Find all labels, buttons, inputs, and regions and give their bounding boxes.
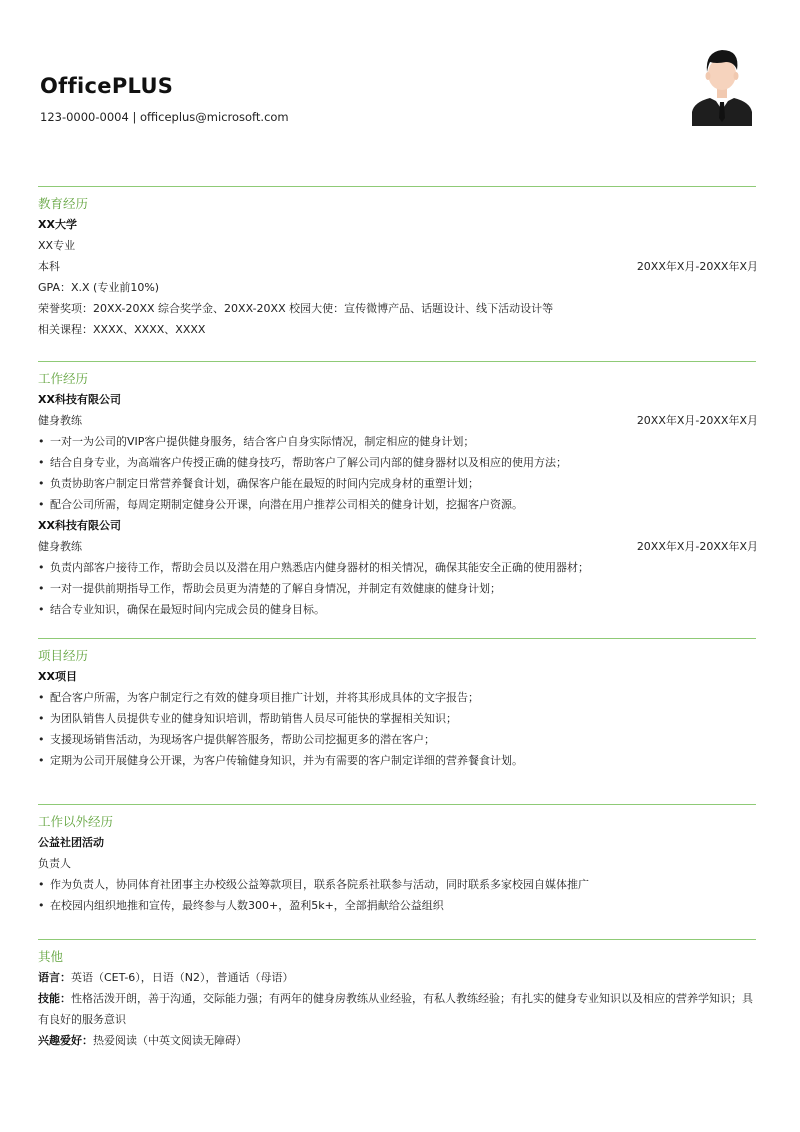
- bullet-text: 一对一提供前期指导工作，帮助会员更为清楚的了解自身情况，并制定有效健康的健身计划；: [50, 582, 501, 595]
- bullet-text: 作为负责人，协同体育社团事主办校级公益筹款项目，联系各院系社联参与活动，同时联系多家校园自媒体推广: [50, 878, 589, 891]
- bullet-icon: •: [38, 712, 45, 725]
- hobbies: [38, 1030, 758, 1051]
- bullet-text: 配合客户所需，为客户制定行之有效的健身项目推广计划，并将其形成具体的文字报告；: [50, 691, 479, 704]
- list-item: [38, 557, 758, 578]
- job-role: 健身教练: [38, 540, 82, 553]
- courses: 相关课程：XXXX、XXXX、XXXX: [38, 323, 206, 336]
- project-name: XX项目: [38, 670, 77, 683]
- skills-label: 技能：: [38, 992, 71, 1005]
- major: XX专业: [38, 239, 76, 252]
- degree: 本科: [38, 260, 60, 273]
- section-divider: [38, 186, 756, 187]
- list-item: [38, 494, 758, 515]
- bullet-icon: •: [38, 456, 45, 469]
- bullet-text: 结合自身专业，为高端客户传授正确的健身技巧，帮助客户了解公司内部的健身器材以及相应的使用方法；: [50, 456, 567, 469]
- hobbies-value: 热爱阅读（中英文阅读无障碍）: [93, 1034, 247, 1047]
- org-name: 公益社团活动: [38, 836, 104, 849]
- bullet-text: 负责内部客户接待工作，帮助会员以及潜在用户熟悉店内健身器材的相关情况，确保其能安全正确的使用器材；: [50, 561, 589, 574]
- org-role: 负责人: [38, 857, 71, 870]
- bullet-text: 一对一为公司的VIP客户提供健身服务，结合客户自身实际情况，制定相应的健身计划；: [50, 435, 475, 448]
- bullet-text: 配合公司所需，每周定期制定健身公开课，向潜在用户推荐公司相关的健身计划，挖掘客户资源。: [50, 498, 523, 511]
- bullet-icon: •: [38, 733, 45, 746]
- company-name: XX科技有限公司: [38, 519, 121, 532]
- bullet-icon: •: [38, 582, 45, 595]
- education-section: [38, 186, 758, 340]
- list-item: [38, 431, 758, 452]
- job-date: 20XX年X月-20XX年X月: [636, 414, 758, 427]
- bullet-icon: •: [38, 899, 45, 912]
- section-title-extra: 工作以外经历: [38, 814, 114, 829]
- section-title-education: 教育经历: [38, 196, 89, 211]
- bullet-text: 为团队销售人员提供专业的健身知识培训，帮助销售人员尽可能快的掌握相关知识；: [50, 712, 457, 725]
- list-item: [38, 452, 758, 473]
- job-date: 20XX年X月-20XX年X月: [636, 540, 758, 553]
- education-date: 20XX年X月-20XX年X月: [636, 260, 758, 273]
- list-item: [38, 687, 758, 708]
- bullet-icon: •: [38, 561, 45, 574]
- bullet-text: 定期为公司开展健身公开课，为客户传输健身知识，并为有需要的客户制定详细的营养餐食计划。: [50, 754, 523, 767]
- languages-value: 英语（CET-6），日语（N2），普通话（母语）: [71, 971, 294, 984]
- candidate-name: OfficePLUS: [40, 74, 174, 98]
- languages: [38, 967, 758, 988]
- list-item: [38, 708, 758, 729]
- skills-value: 性格活泼开朗，善于沟通，交际能力强；有两年的健身房教练从业经验，有私人教练经验；有扎实的健身专业知识以及相应的营养学知识；具有良好的服务意识: [38, 992, 753, 1026]
- projects-section: [38, 638, 758, 771]
- list-item: [38, 874, 758, 895]
- section-divider: [38, 804, 756, 805]
- list-item: [38, 578, 758, 599]
- company-name: XX科技有限公司: [38, 393, 121, 406]
- work-section: [38, 361, 758, 620]
- bullet-icon: •: [38, 691, 45, 704]
- degree-row: [38, 256, 758, 277]
- section-title-other: 其他: [38, 949, 64, 964]
- bullet-icon: •: [38, 603, 45, 616]
- bullet-text: 负责协助客户制定日常营养餐食计划，确保客户能在最短的时间内完成身材的重塑计划；: [50, 477, 479, 490]
- role-row: [38, 536, 758, 557]
- section-divider: [38, 361, 756, 362]
- bullet-icon: •: [38, 878, 45, 891]
- languages-label: 语言：: [38, 971, 71, 984]
- bullet-text: 在校园内组织地推和宣传，最终参与人数300+，盈利5k+，全部捐献给公益组织: [50, 899, 444, 912]
- other-section: [38, 939, 758, 1051]
- list-item: [38, 895, 758, 916]
- school-name: XX大学: [38, 218, 77, 231]
- bullet-icon: •: [38, 498, 45, 511]
- section-divider: [38, 939, 756, 940]
- list-item: [38, 750, 758, 771]
- section-title-projects: 项目经历: [38, 648, 89, 663]
- list-item: [38, 729, 758, 750]
- honors: 荣誉奖项：20XX-20XX 综合奖学金、20XX-20XX 校园大使：宣传微博产品、话题设计、线下活动设计等: [38, 302, 554, 315]
- skills: [38, 988, 758, 1030]
- bullet-icon: •: [38, 754, 45, 767]
- list-item: [38, 473, 758, 494]
- list-item: [38, 599, 758, 620]
- contact-info: 123-0000-0004 | officeplus@microsoft.com: [40, 110, 289, 124]
- extracurricular-section: [38, 804, 758, 916]
- bullet-icon: •: [38, 435, 45, 448]
- job-role: 健身教练: [38, 414, 82, 427]
- bullet-text: 支援现场销售活动，为现场客户提供解答服务，帮助公司挖掘更多的潜在客户；: [50, 733, 435, 746]
- bullet-icon: •: [38, 477, 45, 490]
- section-title-work: 工作经历: [38, 371, 89, 386]
- hobbies-label: 兴趣爱好：: [38, 1034, 93, 1047]
- avatar: [690, 40, 754, 126]
- role-row: [38, 410, 758, 431]
- section-divider: [38, 638, 756, 639]
- gpa: GPA：X.X (专业前10%): [38, 281, 160, 294]
- bullet-text: 结合专业知识，确保在最短时间内完成会员的健身目标。: [50, 603, 325, 616]
